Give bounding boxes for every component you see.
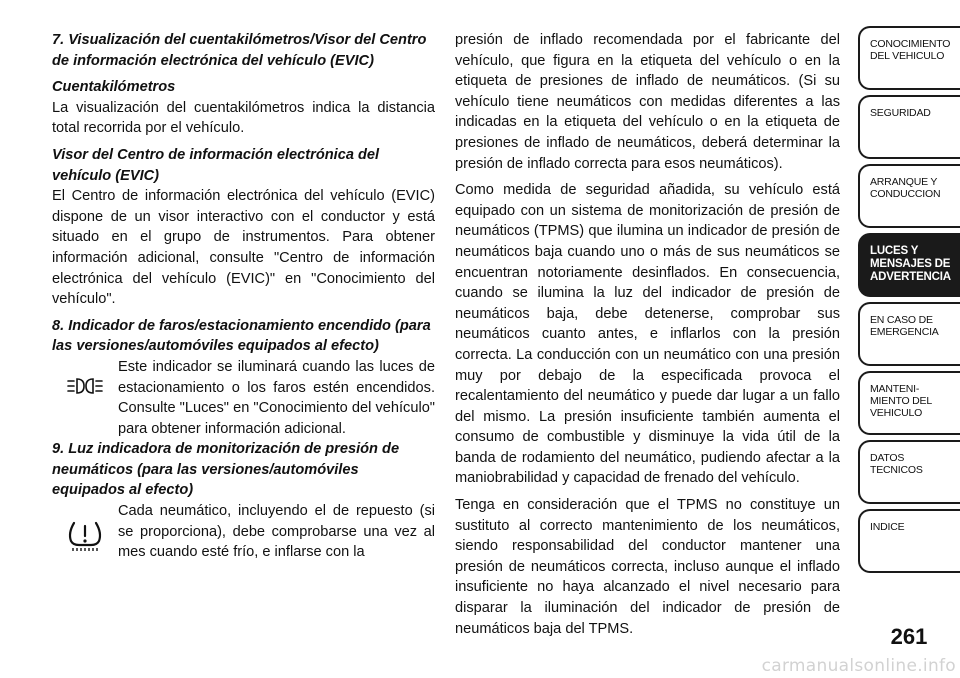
section-8-row bbox=[52, 357, 435, 439]
page-number: 261 bbox=[890, 624, 928, 649]
tab-seguridad[interactable]: SEGURIDAD bbox=[858, 95, 960, 159]
section-9-text: Cada neumático, incluyendo el de repuesto (si se proporciona), debe comprobarse una vez al mes cuando esté frío, e inflarse con la bbox=[118, 503, 435, 561]
tab-luces[interactable]: LUCES Y MENSAJES DE ADVERTENCIA bbox=[858, 233, 960, 297]
odometer-text: La visualización del cuentakilómetros indica la distancia total recorrida por el vehículo. bbox=[52, 99, 435, 137]
tab-mantenimiento[interactable]: MANTENI- MIENTO DEL VEHICULO bbox=[858, 371, 960, 435]
parking-lights-icon bbox=[52, 357, 118, 397]
tab-datos[interactable]: DATOS TECNICOS bbox=[858, 440, 960, 504]
right-paragraph-3: Tenga en consideración que el TPMS no constituye un sustituto al correcto mantenimiento de los neumáticos, siendo responsabilidad del conductor mantener una presión de neumáticos correcta, incluso aunque el inflado insuficiente no haya alcanzado el nivel necesario para disparar la iluminación del indicador de presión de neumáticos baja del TPMS. bbox=[455, 497, 840, 637]
tire-pressure-icon bbox=[52, 501, 118, 553]
tab-conocimiento[interactable]: CONOCIMIENTO DEL VEHICULO bbox=[858, 26, 960, 90]
tab-emergencia[interactable]: EN CASO DE EMERGENCIA bbox=[858, 302, 960, 366]
watermark: carmanualsonline.info bbox=[761, 656, 956, 676]
section-9-heading: 9. Luz indicadora de monitorización de presión de neumáticos (para las versiones/automóviles equipados al efecto) bbox=[52, 441, 400, 499]
evic-heading: Visor del Centro de información electrónica del vehículo (EVIC) bbox=[52, 146, 380, 184]
section-9-row bbox=[52, 501, 435, 563]
right-paragraph-2: Como medida de seguridad añadida, su vehículo está equipado con un sistema de monitorización de presión de neumáticos (TPMS) que ilumina un indicador de presión de neumáticos baja cuando uno o más de sus neumáticos se encuentran notoriamente desinflados. En consecuencia, cuando se ilumina la luz del indicador de presión de neumáticos baja, debe detenerse, comprobar sus neumáticos cuanto antes, e inflarlos con la presión correcta. La conducción con un neumático con una presión muy por debajo de la especificada provoca el recalentamiento del neumático y puede dar lugar a un fallo del mismo. La presión insuficiente también aumenta el consumo de combustible y disminuye la vida útil de la banda de rodamiento del neumático, pudiendo afectar a la maniobrabilidad y capacidad de frenado del vehículo. bbox=[455, 182, 840, 487]
chapter-tabs bbox=[858, 26, 960, 578]
tab-arranque[interactable]: ARRANQUE Y CONDUCCION bbox=[858, 164, 960, 228]
right-column bbox=[455, 30, 840, 639]
evic-text: El Centro de información electrónica del vehículo (EVIC) dispone de un visor interactivo con el conductor y está situado en el grupo de instrumentos. Para obtener información adicional, consulte "Centro de información electrónica del vehículo (EVIC)" en "Conocimiento del vehículo". bbox=[52, 188, 435, 308]
odometer-heading: Cuentakilómetros bbox=[52, 79, 176, 96]
section-8-text: Este indicador se iluminará cuando las luces de estacionamiento o los faros estén encendidos. Consulte "Luces" en "Conocimiento del vehículo" para obtener información adicional. bbox=[118, 358, 435, 437]
right-paragraph-1: presión de inflado recomendada por el fabricante del vehículo, que figura en la etiqueta del vehículo o en la etiqueta de presiones de inflado de neumáticos. (Si su vehículo tiene neumáticos con medidas diferentes a las indicadas en la etiqueta del vehículo o en la etiqueta de presiones de inflado de neumáticos, deberá determinar la presión de inflado correcta para esos neumáticos). bbox=[455, 32, 840, 172]
tab-indice[interactable]: INDICE bbox=[858, 509, 960, 573]
section-8-heading: 8. Indicador de faros/estacionamiento encendido (para las versiones/automóviles equipados al efecto) bbox=[52, 317, 431, 355]
left-column bbox=[52, 30, 435, 563]
section-7-heading: 7. Visualización del cuentakilómetros/Visor del Centro de información electrónica del vehículo (EVIC) bbox=[52, 32, 427, 69]
